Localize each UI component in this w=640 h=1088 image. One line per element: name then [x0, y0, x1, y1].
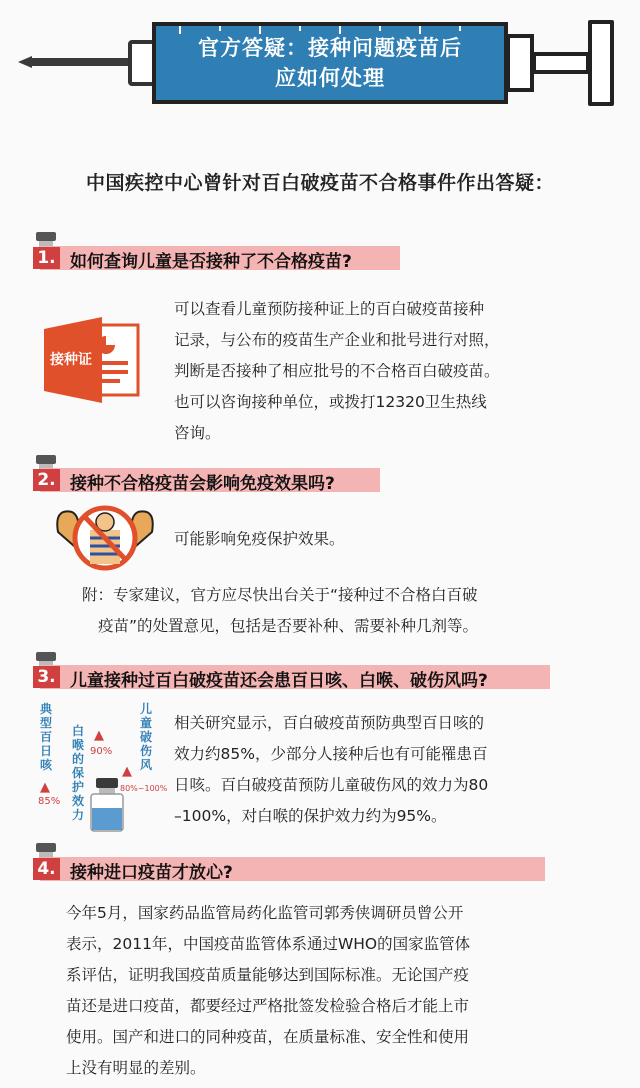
syringe-plunger-rod: [532, 52, 590, 74]
syringe-plunger-cap: [588, 20, 614, 106]
answer-2: 可能影响免疫保护效果。: [174, 530, 345, 548]
vial-cap-icon: [36, 843, 56, 852]
answer-4-line: 上没有明显的差别。: [66, 1059, 206, 1077]
expert-note-line: 疫苗”的处置意见，包括是否要补种、需要补种几剂等。: [98, 617, 479, 635]
vial-cap-icon: [36, 455, 56, 464]
tetanus-percent: 80%~100%: [120, 784, 168, 793]
pertussis-percent: 85%: [38, 796, 61, 807]
header-title-line2: 应如何处理: [275, 66, 385, 90]
intro-heading: 中国疾控中心曾针对百白破疫苗不合格事件作出答疑：: [85, 172, 554, 194]
answer-4-line: 今年5月，国家药品监管局药化监管司郭秀侠调研员曾公开: [66, 904, 464, 922]
syringe-flange: [506, 34, 534, 92]
question-1-number: 1.: [33, 247, 60, 269]
answer-3-line: 日咳。百白破疫苗预防儿童破伤风的效力为80: [174, 776, 489, 794]
answer-1-line: 咨询。: [174, 424, 221, 442]
answer-1-line: 可以查看儿童预防接种证上的百白破疫苗接种: [174, 300, 485, 318]
question-2-title: 接种不合格疫苗会影响免疫效果吗?: [70, 474, 335, 494]
vaccination-certificate-icon: [44, 315, 140, 403]
question-2-number: 2.: [33, 469, 60, 491]
expert-note-line: 附：专家建议，官方应尽快出台关于“接种过不合格白百破: [82, 586, 478, 604]
answer-4-line: 使用。国产和进口的同种疫苗，在质量标准、安全性和使用: [66, 1028, 470, 1046]
answer-1-line: 也可以咨询接种单位，或拨打12320卫生热线: [174, 393, 487, 411]
question-1-title: 如何查询儿童是否接种了不合格疫苗?: [70, 252, 352, 272]
diphtheria-label: 白喉的保护效力: [72, 724, 85, 822]
answer-3: [174, 708, 488, 832]
answer-3-line: 相关研究显示，百白破疫苗预防典型百日咳的: [174, 714, 485, 732]
vial-cap-icon: [36, 652, 56, 661]
answer-4: [66, 898, 470, 1084]
pertussis-label: 典型百日咳: [40, 702, 53, 772]
certificate-icon-label: 接种证: [50, 352, 92, 368]
question-4-title: 接种进口疫苗才放心?: [70, 863, 233, 883]
answer-3-line: –100%，对白喉的保护效力约为95%。: [174, 807, 447, 825]
question-3-number: 3.: [33, 666, 60, 688]
header-title-line1: 官方答疑：接种问题疫苗后: [198, 36, 462, 60]
vial-cap-icon: [36, 232, 56, 241]
arrow-up-icon: ▲: [94, 728, 104, 743]
expert-note: [82, 580, 478, 642]
arrow-up-icon: ▲: [40, 780, 50, 795]
diphtheria-percent: 90%: [90, 746, 113, 757]
answer-4-line: 苗还是进口疫苗，都要经过严格批签发检验合格后才能上市: [66, 997, 470, 1015]
answer-3-line: 效力约85%，少部分人接种后也有可能罹患百: [174, 745, 488, 763]
answer-1-line: 判断是否接种了相应批号的不合格百白破疫苗。: [174, 362, 500, 380]
question-4-number: 4.: [33, 858, 60, 880]
question-3-title: 儿童接种过百白破疫苗还会患百日咳、白喉、破伤风吗?: [70, 671, 488, 691]
efficacy-infographic: [36, 700, 166, 840]
syringe-scale-marks: [160, 26, 500, 36]
answer-1-line: 记录，与公布的疫苗生产企业和批号进行对照，: [174, 331, 500, 349]
arrow-up-icon: ▲: [122, 764, 132, 779]
vaccine-vial-icon: [90, 778, 124, 832]
tetanus-label: 儿童破伤风: [140, 702, 153, 772]
no-immunity-icon: [50, 502, 160, 574]
answer-4-line: 系评估，证明我国疫苗质量能够达到国际标准。无论国产疫: [66, 966, 470, 984]
answer-1: [174, 294, 500, 449]
answer-4-line: 表示，2011年，中国疫苗监管体系通过WHO的国家监管体: [66, 935, 471, 953]
